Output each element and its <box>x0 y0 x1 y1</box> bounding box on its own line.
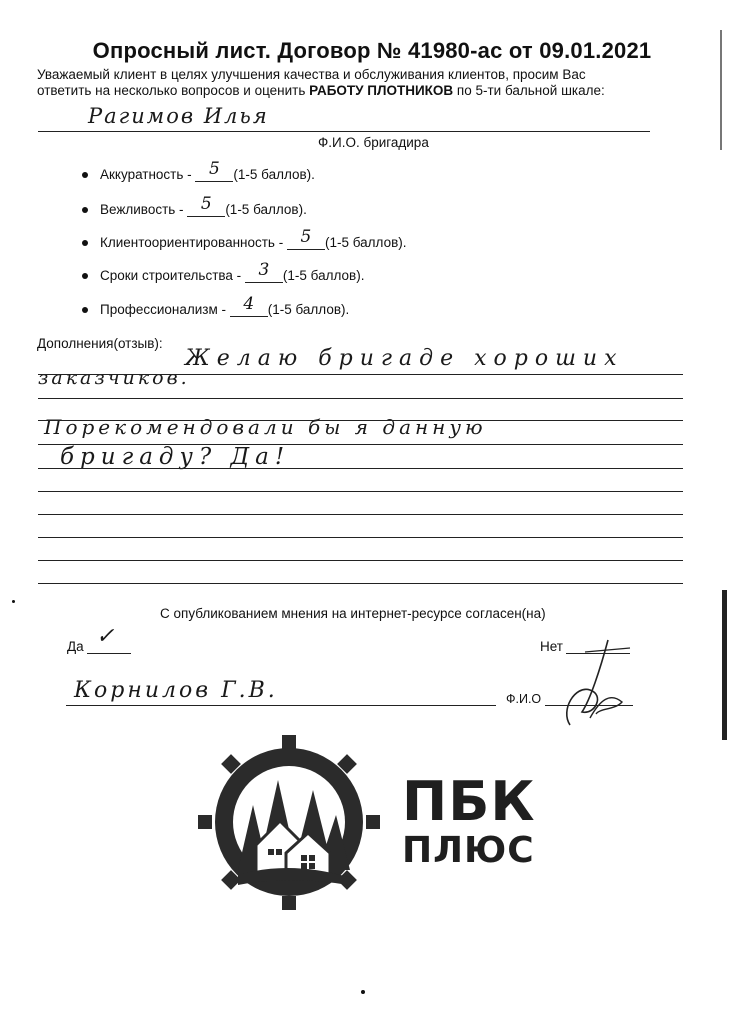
bullet-icon <box>82 240 88 246</box>
criterion-politeness: Вежливость - 5 (1-5 баллов). <box>100 194 307 217</box>
comment-line <box>38 420 683 421</box>
yes-checkmark: ✓ <box>96 624 116 649</box>
comment-line <box>38 468 683 469</box>
foreman-name-line <box>38 131 650 132</box>
bullet-icon <box>82 307 88 313</box>
scan-edge-mark <box>722 590 727 740</box>
score-value: 3 <box>258 260 270 280</box>
comment-line-4: бригаду? Да! <box>60 444 291 470</box>
bullet-icon <box>82 172 88 178</box>
foreman-handwritten-name: Рагимов Илья <box>88 104 269 128</box>
comment-line <box>38 444 683 445</box>
comment-line <box>38 537 683 538</box>
score-field[interactable] <box>287 227 325 250</box>
comment-line-3: Порекомендовали бы я данную <box>44 415 487 439</box>
intro-line-1: Уважаемый клиент в целях улучшения качества и обслуживания клиентов, просим Вас <box>37 67 586 82</box>
comments-label: Дополнения(отзыв): <box>37 336 163 351</box>
fio-label: Ф.И.О <box>506 692 542 706</box>
company-logo-icon <box>198 735 380 910</box>
foreman-caption: Ф.И.О. бригадира <box>318 135 429 150</box>
intro-text <box>37 67 697 99</box>
consent-text: С опубликованием мнения на интернет-ресурсе согласен(на) <box>160 606 546 621</box>
score-field[interactable] <box>187 194 225 217</box>
comment-line <box>38 514 683 515</box>
criterion-deadlines: Сроки строительства - 3 (1-5 баллов). <box>100 260 365 283</box>
intro-line-2: ответить на несколько вопросов и оценить РАБОТУ ПЛОТНИКОВ по 5-ти бальной шкале: <box>37 83 605 98</box>
score-field[interactable] <box>195 159 233 182</box>
score-value: 5 <box>300 227 312 247</box>
comment-line-1: Желаю бригаде хороших <box>185 346 624 371</box>
scan-dot <box>361 990 365 994</box>
score-value: 5 <box>208 159 220 179</box>
intro-bold: РАБОТУ ПЛОТНИКОВ <box>309 83 454 98</box>
yes-line[interactable] <box>87 653 131 654</box>
comment-line <box>38 398 683 399</box>
comment-line <box>38 374 683 375</box>
client-name-line[interactable] <box>66 705 496 706</box>
bullet-icon <box>82 273 88 279</box>
comment-line <box>38 491 683 492</box>
criterion-professionalism: Профессионализм - 4 (1-5 баллов). <box>100 294 350 317</box>
comment-line-2: заказчиков. <box>38 367 190 389</box>
score-value: 5 <box>200 194 212 214</box>
yes-label: Да <box>67 639 84 654</box>
score-field[interactable] <box>245 260 283 283</box>
logo-text-line1: ПБК <box>402 770 536 833</box>
document-title: Опросный лист. Договор № 41980-ас от 09.01.2021 <box>92 38 652 63</box>
comment-line <box>38 583 683 584</box>
criterion-accuracy: Аккуратность - 5 (1-5 баллов). <box>100 159 315 182</box>
client-handwritten-name: Корнилов Г.В. <box>74 678 278 703</box>
scan-edge-mark <box>720 30 722 150</box>
criterion-client-orientation: Клиентоориентированность - 5 (1-5 баллов). <box>100 227 407 250</box>
logo-text-line2: ПЛЮС <box>402 830 535 871</box>
score-value: 4 <box>243 294 255 314</box>
comment-line <box>38 560 683 561</box>
scan-dot <box>12 600 15 603</box>
no-label: Нет <box>540 639 563 654</box>
score-field[interactable] <box>230 294 268 317</box>
bullet-icon <box>82 207 88 213</box>
signature-scribble <box>530 630 640 750</box>
